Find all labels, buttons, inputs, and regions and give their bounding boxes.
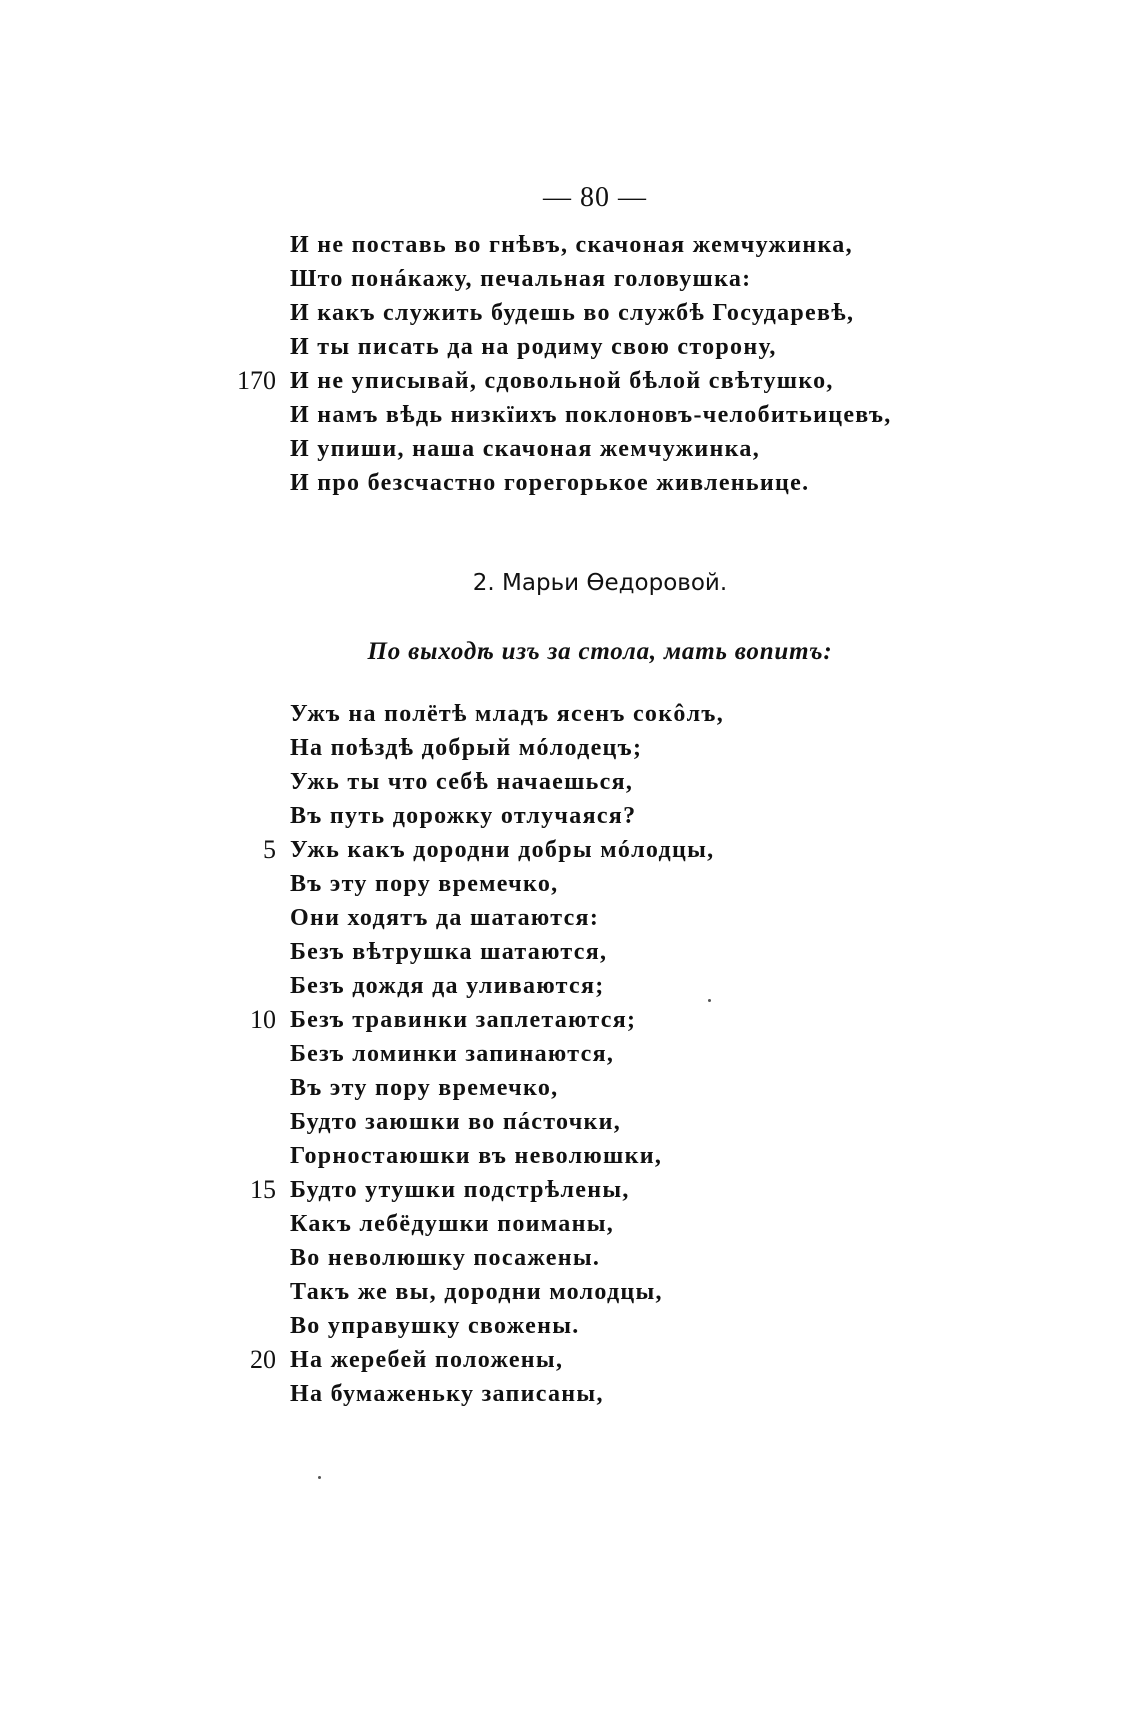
verse-text: Безъ ломинки запинаются, xyxy=(290,1041,615,1067)
scan-speck xyxy=(318,1476,321,1479)
verse-text: Ужь какъ дородни добры мóлодцы, xyxy=(290,837,715,863)
verse-text: Они ходятъ да шатаются: xyxy=(290,905,600,931)
verse-text: И не поставь во гнѣвъ, скачоная жемчужинка, xyxy=(290,232,853,258)
page-number: — 80 — xyxy=(543,182,647,213)
verse-line xyxy=(0,1139,1140,1173)
verse-line xyxy=(0,901,1140,935)
verse-text: Безъ дождя да уливаются; xyxy=(290,973,605,999)
verse-text: Въ эту пору времечко, xyxy=(290,871,559,897)
verse-text: И упиши, наша скачоная жемчужинка, xyxy=(290,436,761,462)
verse-text: Будто заюшки во пáсточки, xyxy=(290,1109,622,1135)
verse-text: Будто утушки подстрѣлены, xyxy=(290,1177,630,1203)
verse-text: И про безсчастно горегорькое живленьице. xyxy=(290,470,810,496)
line-number: 15 xyxy=(250,1175,276,1204)
verse-line xyxy=(0,296,1140,330)
verse-line xyxy=(0,765,1140,799)
line-number: 20 xyxy=(250,1345,276,1374)
verse-line xyxy=(0,969,1140,1003)
verse-text: Во управушку свожены. xyxy=(290,1313,580,1339)
verse-line xyxy=(0,1275,1140,1309)
verse-line xyxy=(0,1173,1140,1207)
verse-text: Во неволюшку посажены. xyxy=(290,1245,601,1271)
verse-line xyxy=(0,1105,1140,1139)
verse-text: Безъ травинки заплетаются; xyxy=(290,1007,637,1033)
verse-text: На поѣздѣ добрый мóлодецъ; xyxy=(290,735,643,761)
verse-line xyxy=(0,398,1140,432)
verse-line xyxy=(0,1309,1140,1343)
verse-text: И намъ вѣдь низкїихъ поклоновъ-челобитьицевъ, xyxy=(290,402,892,428)
line-number: 10 xyxy=(250,1005,276,1034)
verse-text: Што понáкажу, печальная головушка: xyxy=(290,266,752,292)
verse-line xyxy=(0,1241,1140,1275)
verse-line xyxy=(0,432,1140,466)
verse-line xyxy=(0,1377,1140,1411)
verse-text: Въ путь дорожку отлучаяся? xyxy=(290,803,637,829)
verse-line xyxy=(0,731,1140,765)
verse-line xyxy=(0,833,1140,867)
verse-line xyxy=(0,1207,1140,1241)
verse-line xyxy=(0,1003,1140,1037)
verse-text: Какъ лебёдушки поиманы, xyxy=(290,1211,615,1237)
line-number: 5 xyxy=(263,835,276,864)
verse-top xyxy=(0,228,1140,500)
verse-text: Безъ вѣтрушка шатаются, xyxy=(290,939,608,965)
verse-line xyxy=(0,330,1140,364)
verse-line xyxy=(0,867,1140,901)
scan-speck xyxy=(708,999,711,1002)
verse-text: Въ эту пору времечко, xyxy=(290,1075,559,1101)
verse-text: Ужъ на полётѣ младъ ясенъ сокôлъ, xyxy=(290,701,725,727)
verse-text: Горностаюшки въ неволюшки, xyxy=(290,1143,663,1169)
verse-line xyxy=(0,364,1140,398)
section-title: 2. Марьи Ѳедоровой. xyxy=(472,570,728,596)
verse-line xyxy=(0,466,1140,500)
verse-line xyxy=(0,1343,1140,1377)
line-number: 170 xyxy=(237,366,276,395)
verse-line xyxy=(0,262,1140,296)
verse-text: И ты писать да на родиму свою сторону, xyxy=(290,334,777,360)
verse-text: И какъ служить будешь во службѣ Государевѣ, xyxy=(290,300,855,326)
verse-line xyxy=(0,1037,1140,1071)
verse-text: И не уписывай, сдовольной бѣлой свѣтушко, xyxy=(290,368,834,394)
verse-line xyxy=(0,935,1140,969)
section-subtitle: По выходѣ изъ за стола, мать вопитъ: xyxy=(367,638,833,665)
verse-text: На жеребей положены, xyxy=(290,1347,564,1373)
verse-text: На бумаженьку записаны, xyxy=(290,1381,604,1407)
verse-bottom xyxy=(0,697,1140,1411)
verse-line xyxy=(0,799,1140,833)
verse-line xyxy=(0,697,1140,731)
verse-line xyxy=(0,1071,1140,1105)
verse-text: Такъ же вы, дородни молодцы, xyxy=(290,1279,663,1305)
verse-line xyxy=(0,228,1140,262)
verse-text: Ужь ты что себѣ начаешься, xyxy=(290,769,634,795)
